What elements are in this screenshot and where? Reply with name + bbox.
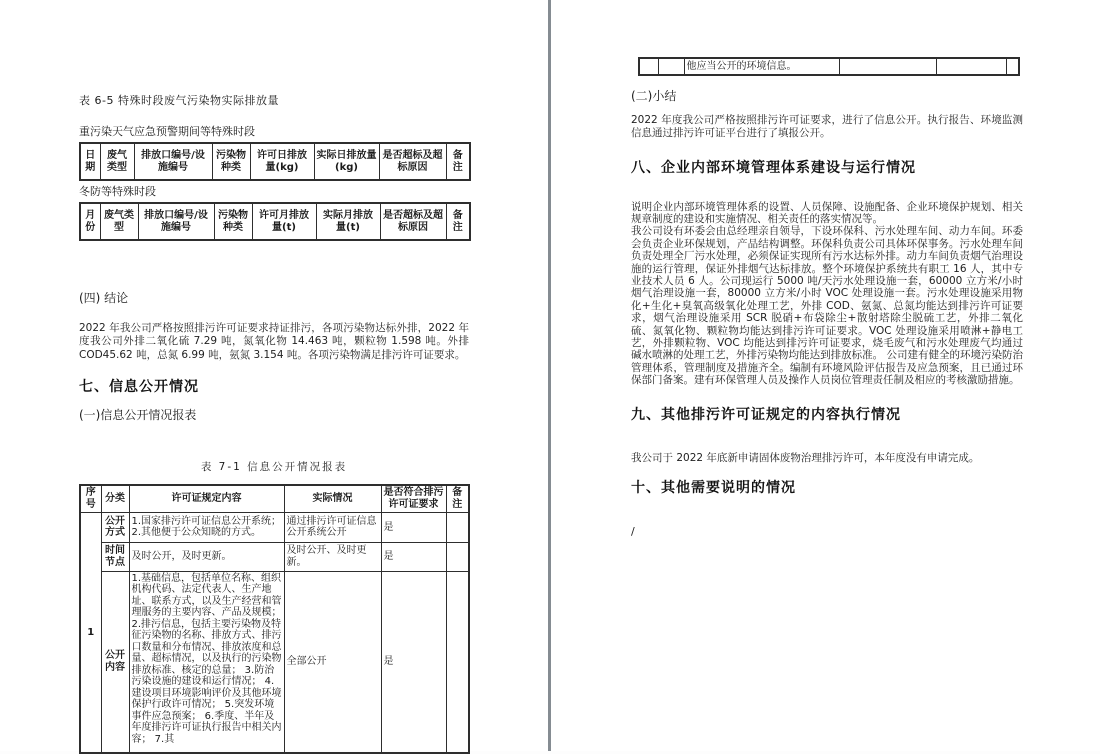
category-cell [658, 58, 684, 75]
conclusion-heading: (四) 结论 [79, 291, 129, 305]
section10-placeholder: / [631, 524, 635, 538]
serial-cell: 1 [80, 512, 101, 753]
required-cell: 及时公开，及时更新。 [129, 542, 284, 571]
section7-heading: 七、信息公开情况 [79, 378, 199, 395]
remark-cell [446, 542, 469, 571]
col-header-exceed: 是否超标及超标原因 [380, 203, 446, 240]
category-cell: 时间节点 [101, 542, 129, 571]
actual-cell: 及时公开、及时更新。 [284, 542, 381, 571]
actual-cell: 通过排污许可证信息公开系统公开 [284, 512, 381, 542]
winter-period-label: 冬防等特殊时段 [79, 185, 156, 198]
remark-cell [1006, 58, 1019, 75]
remark-cell [446, 571, 469, 753]
remark-cell [446, 512, 469, 542]
col-header-compliant: 是否符合排污许可证要求 [381, 485, 446, 513]
table-row-disclosure-method [80, 512, 469, 542]
table-row-disclosure-timing [80, 542, 469, 571]
actual-cell: 全部公开 [284, 571, 381, 753]
table-header-row [80, 143, 470, 180]
serial-cell [639, 58, 658, 75]
col-header-serial: 序号 [80, 485, 101, 513]
section7-subheading: (一)信息公开情况报表 [79, 407, 197, 422]
compliant-cell: 是 [381, 542, 446, 571]
col-header-date: 日期 [80, 143, 100, 180]
table-7-1-caption: 表 7-1 信息公开情况报表 [200, 460, 348, 473]
col-header-outlet-id: 排放口编号/设施编号 [134, 143, 212, 180]
required-cell: 1.基础信息，包括单位名称、组织机构代码、法定代表人、生产地址、联系方式，以及生产经营和管理服务的主要内容、产品及规模；2.排污信息，包括主要污染物及特征污染物的名称、排放方式、排污口数量和分布情况、排放浓度和总量、超标情况，以及执行的污染物排放标准、核定的总量； 3.防治污染设施的建设和运行情况； 4.建设项目环境影响评价及其他环境保护行政许可情况； 5.突发环境事件应急预案； 6.季度、半年及年度排污许可证执行报告中相关内容； 7.其 [129, 571, 284, 753]
left-page-content [79, 92, 469, 754]
col-header-required: 许可证规定内容 [129, 485, 284, 513]
col-header-pollutant: 污染物种类 [214, 203, 252, 240]
col-header-actual: 实际情况 [284, 485, 381, 513]
right-page-content [631, 57, 1023, 538]
compliant-cell [936, 58, 1006, 75]
required-cell: 他应当公开的环境信息。 [684, 58, 839, 75]
col-header-gas-type: 废气类型 [100, 143, 134, 180]
document-page-left [0, 0, 548, 751]
col-header-month: 月份 [80, 203, 100, 240]
col-header-remark: 备注 [446, 485, 469, 513]
col-header-permitted-daily: 许可日排放量(kg) [250, 143, 314, 180]
col-header-remark: 备注 [446, 203, 470, 240]
document-page-right [551, 0, 1100, 751]
col-header-permitted-monthly: 许可月排放量(t) [252, 203, 316, 240]
col-header-exceed: 是否超标及超标原因 [379, 143, 446, 180]
table-winter-period [79, 202, 471, 241]
compliant-cell: 是 [381, 571, 446, 753]
col-header-actual-daily: 实际日排放量(kg) [314, 143, 379, 180]
col-header-category: 分类 [101, 485, 129, 513]
col-header-actual-monthly: 实际月排放量(t) [316, 203, 380, 240]
table-information-disclosure [79, 484, 470, 754]
table-header-row [80, 203, 470, 240]
col-header-gas-type: 废气类型 [100, 203, 138, 240]
col-header-outlet-id: 排放口编号/设施编号 [138, 203, 214, 240]
col-header-remark: 备注 [446, 143, 470, 180]
section8-paragraph-2: 我公司设有环委会由总经理亲自领导，下设环保科、污水处理车间、动力车间。环委会负责企业环保规划，产品结构调整。环保科负责公司具体环保事务。污水处理车间负责处理全厂污水处理，必须保证实现所有污水达标外排。动力车间负责烟气治理设施的运行管理，保证外排烟气达标排放。整个环境保护系统共有职工 16 人，其中专业技术人员 6 人。公司现运行 5000 吨/天污水处理设施一套，60000 立方米/小时烟气治理设施一套，80000 立方米/小时 VOC 处理设施一套。污水处理设施采用物化+生化+臭氧高级氧化处理工艺，外排 COD、氨氮、总氮均能达到排污许可证要求，烟气治理设施采用 SCR 脱硝+布袋除尘+散射塔除尘脱硫工艺，外排二氧化硫、氮氧化物、颗粒物均能达到排污许可证要求。VOC 处理设施采用喷淋+静电工艺，外排颗粒物、VOC 均能达到排污许可证要求，烧毛废气和污水处理废气均通过碱水喷淋的处理工艺，外排污染物均能达到排放标准。 公司建有健全的环境污染防治管理体系，管理制度及措施齐全。编制有环境风险评估报告及应急预案，且已通过环保部门备案。建有环保管理人员及操作人员岗位管理责任制及相应的考核激励措施。 [631, 225, 1023, 387]
col-header-pollutant: 污染物种类 [212, 143, 250, 180]
section8-body [631, 201, 1023, 387]
section9-heading: 九、其他排污许可证规定的内容执行情况 [631, 406, 901, 423]
actual-cell [839, 58, 936, 75]
summary-heading: (二)小结 [631, 89, 677, 103]
category-cell: 公开方式 [101, 512, 129, 542]
category-cell: 公开内容 [101, 571, 129, 753]
section9-paragraph: 我公司于 2022 年底新申请固体废物治理排污许可，本年度没有申请完成。 [631, 451, 980, 464]
section8-heading: 八、企业内部环境管理体系建设与运行情况 [631, 159, 916, 176]
table-row-disclosure-content [80, 571, 469, 753]
conclusion-paragraph: 2022 年我公司严格按照排污许可证要求持证排污，各项污染物达标外排，2022 年度我公司外排二氧化硫 7.29 吨，氮氧化物 14.463 吨，颗粒物 1.598 吨。外排 COD45.62 吨，总氮 6.99 吨，氨氮 3.154 吨。各项污染物满足排污许可证要求。 [79, 322, 469, 361]
table-header-row [80, 485, 469, 513]
compliant-cell: 是 [381, 512, 446, 542]
continuation-row [639, 58, 1019, 75]
required-cell: 1.国家排污许可证信息公开系统；2.其他便于公众知晓的方式。 [129, 512, 284, 542]
summary-paragraph: 2022 年度我公司严格按照排污许可证要求，进行了信息公开。执行报告、环境监测信息通过排污许可证平台进行了填报公开。 [631, 114, 1023, 140]
section8-paragraph-1: 说明企业内部环境管理体系的设置、人员保障、设施配备、企业环境保护规划、相关规章制度的建设和实施情况、相关责任的落实情况等。 [631, 200, 1023, 225]
table-heavy-pollution-period [79, 142, 471, 181]
heavy-pollution-period-label: 重污染天气应急预警期间等特殊时段 [79, 125, 255, 138]
section10-heading: 十、其他需要说明的情况 [631, 479, 796, 496]
table-6-5-caption: 表 6-5 特殊时段废气污染物实际排放量 [79, 94, 279, 107]
table-7-1-continuation-row [638, 57, 1020, 76]
